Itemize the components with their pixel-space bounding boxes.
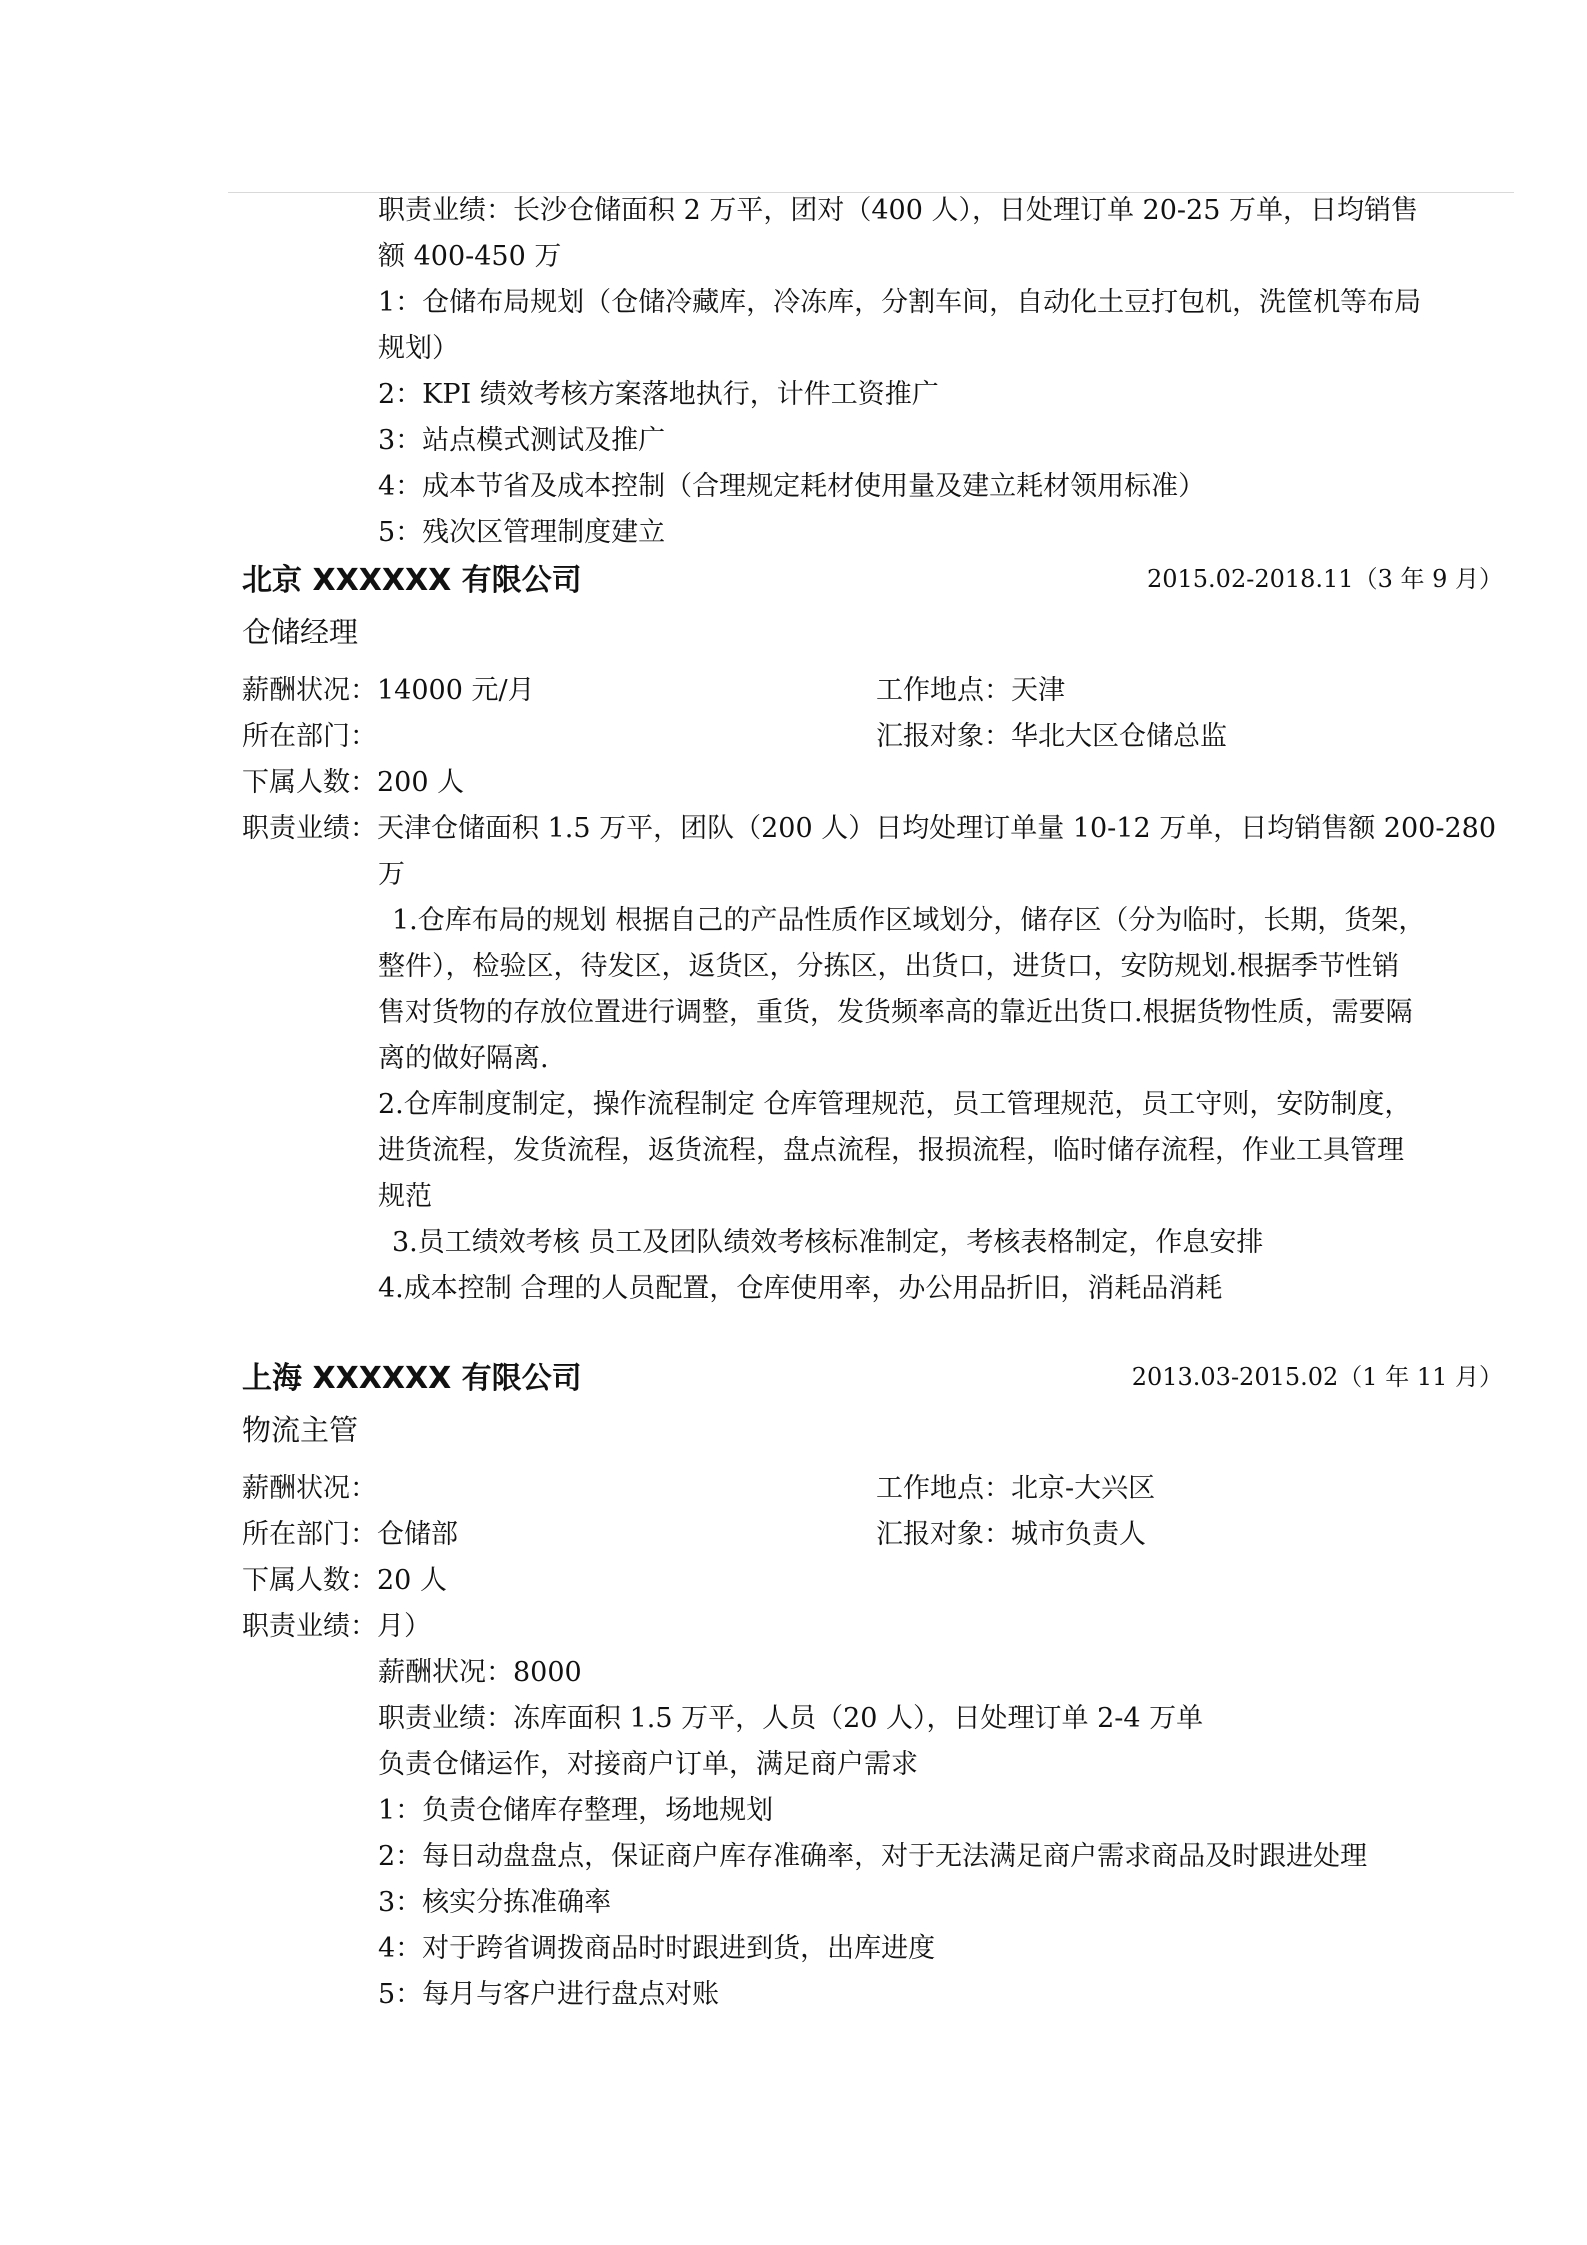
location-value: 北京-大兴区 (1011, 1473, 1156, 1504)
duty-detail: 2.仓库制度制定，操作流程制定 仓库管理规范，员工管理规范，员工守则，安防制度， (378, 1089, 1412, 1120)
duty-detail: 1.仓库布局的规划 根据自己的产品性质作区域划分，储存区（分为临时，长期，货架， (392, 905, 1426, 936)
staff-count-field (242, 760, 464, 806)
staff-count-value: 200 人 (377, 767, 465, 798)
employment-period: 2015.02-2018.11（3 年 9 月） (1146, 565, 1503, 593)
duty-detail: 薪酬状况：8000 (378, 1657, 582, 1688)
report-to-label: 汇报对象： (876, 721, 1011, 752)
report-to-field (876, 1512, 1146, 1558)
duty-detail: 3：核实分拣准确率 (378, 1887, 612, 1918)
duty-detail: 规范 (378, 1181, 432, 1212)
report-to-field (876, 714, 1227, 760)
duty-detail: 4.成本控制 合理的人员配置，仓库使用率，办公用品折旧，消耗品消耗 (378, 1273, 1223, 1304)
department-field (242, 1512, 458, 1558)
staff-count-label: 下属人数： (242, 1565, 377, 1596)
duty-value: 月） (377, 1611, 431, 1642)
location-field (876, 668, 1065, 714)
duty-detail: 职责业绩：冻库面积 1.5 万平，人员（20 人），日处理订单 2-4 万单 (378, 1703, 1204, 1734)
job-title: 物流主管 (242, 1413, 359, 1447)
department-value: 仓储部 (377, 1519, 458, 1550)
duty-detail: 负责仓储运作，对接商户订单，满足商户需求 (378, 1749, 918, 1780)
duty-detail: 3.员工绩效考核 员工及团队绩效考核标准制定，考核表格制定，作息安排 (392, 1227, 1264, 1258)
location-label: 工作地点： (876, 675, 1011, 706)
duty-detail: 2：每日动盘盘点，保证商户库存准确率，对于无法满足商户需求商品及时跟进处理 (378, 1841, 1368, 1872)
duty-value: 天津仓储面积 1.5 万平，团队（200 人）日均处理订单量 10-12 万单，日均销售额 200-280 (377, 813, 1496, 844)
duty-field (242, 806, 1496, 852)
prev-job-line: 职责业绩：长沙仓储面积 2 万平，团对（400 人），日处理订单 20-25 万单，日均销售 (378, 195, 1418, 226)
department-label: 所在部门： (242, 1519, 377, 1550)
company-name: 上海 XXXXXX 有限公司 (242, 1361, 582, 1396)
report-to-value: 城市负责人 (1011, 1519, 1146, 1550)
salary-field (242, 1466, 377, 1512)
duty-detail: 整件），检验区，待发区，返货区，分拣区，出货口，进货口，安防规划.根据季节性销 (378, 951, 1400, 982)
duty-detail: 离的做好隔离. (378, 1043, 549, 1074)
prev-job-line: 1：仓储布局规划（仓储冷藏库，冷冻库，分割车间，自动化土豆打包机，洗筐机等布局 (378, 287, 1422, 318)
duty-field (242, 1604, 431, 1650)
duty-detail: 售对货物的存放位置进行调整，重货，发货频率高的靠近出货口.根据货物性质，需要隔 (378, 997, 1413, 1028)
duty-label: 职责业绩： (242, 1611, 377, 1642)
salary-value: 14000 元/月 (377, 675, 535, 706)
staff-count-label: 下属人数： (242, 767, 377, 798)
duty-detail: 4：对于跨省调拨商品时时跟进到货，出库进度 (378, 1933, 936, 1964)
employment-period: 2013.03-2015.02（1 年 11 月） (1131, 1363, 1503, 1391)
location-value: 天津 (1011, 675, 1065, 706)
prev-job-line: 4：成本节省及成本控制（合理规定耗材使用量及建立耗材领用标准） (378, 471, 1206, 502)
report-to-label: 汇报对象： (876, 1519, 1011, 1550)
job-title: 仓储经理 (242, 615, 359, 649)
staff-count-value: 20 人 (377, 1565, 447, 1596)
prev-job-line: 3：站点模式测试及推广 (378, 425, 666, 456)
location-field (876, 1466, 1155, 1512)
salary-field (242, 668, 535, 714)
report-to-value: 华北大区仓储总监 (1011, 721, 1227, 752)
duty-label: 职责业绩： (242, 813, 377, 844)
duty-continuation: 万 (378, 859, 405, 890)
department-label: 所在部门： (242, 721, 377, 752)
prev-job-line: 额 400-450 万 (378, 241, 562, 272)
company-name: 北京 XXXXXX 有限公司 (242, 563, 582, 598)
location-label: 工作地点： (876, 1473, 1011, 1504)
salary-label: 薪酬状况： (242, 1473, 377, 1504)
department-field (242, 714, 377, 760)
prev-job-line: 5：残次区管理制度建立 (378, 517, 666, 548)
duty-detail: 进货流程，发货流程，返货流程，盘点流程，报损流程，临时储存流程，作业工具管理 (378, 1135, 1404, 1166)
prev-job-line: 规划） (378, 333, 459, 364)
duty-detail: 1：负责仓储库存整理，场地规划 (378, 1795, 774, 1826)
prev-job-line: 2：KPI 绩效考核方案落地执行，计件工资推广 (378, 379, 939, 410)
salary-label: 薪酬状况： (242, 675, 377, 706)
staff-count-field (242, 1558, 447, 1604)
duty-detail: 5：每月与客户进行盘点对账 (378, 1979, 720, 2010)
